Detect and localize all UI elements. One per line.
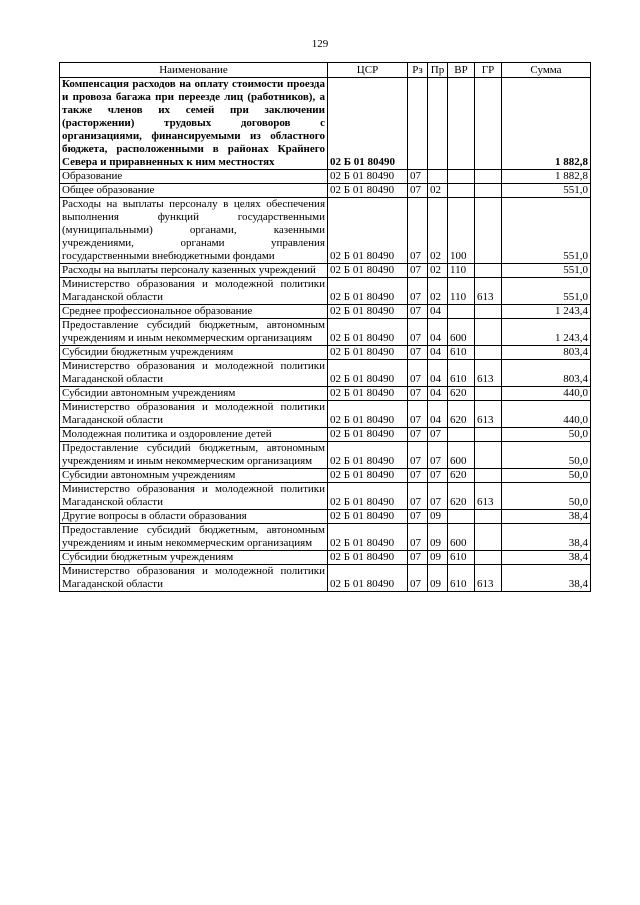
row-csr: 02 Б 01 80490 bbox=[328, 278, 408, 305]
row-sum: 440,0 bbox=[502, 401, 591, 428]
row-csr: 02 Б 01 80490 bbox=[328, 198, 408, 264]
row-csr: 02 Б 01 80490 bbox=[328, 319, 408, 346]
row-gr: 613 bbox=[475, 278, 502, 305]
row-gr bbox=[475, 428, 502, 442]
row-rz: 07 bbox=[408, 278, 428, 305]
row-pr: 07 bbox=[428, 442, 448, 469]
row-csr: 02 Б 01 80490 bbox=[328, 442, 408, 469]
row-gr bbox=[475, 78, 502, 170]
row-gr bbox=[475, 524, 502, 551]
row-gr bbox=[475, 184, 502, 198]
row-pr: 04 bbox=[428, 360, 448, 387]
table-body bbox=[60, 78, 591, 592]
row-csr: 02 Б 01 80490 bbox=[328, 184, 408, 198]
table-row bbox=[60, 469, 591, 483]
row-gr bbox=[475, 510, 502, 524]
row-name: Расходы на выплаты персоналу в целях обеспечения выполнения функций государственными (муниципальными) органами, казенными учреждениями, органами управления государственными внебюджетными фондами bbox=[60, 198, 328, 264]
row-sum: 1 243,4 bbox=[502, 305, 591, 319]
row-name: Министерство образования и молодежной политики Магаданской области bbox=[60, 565, 328, 592]
row-gr bbox=[475, 198, 502, 264]
row-name: Субсидии бюджетным учреждениям bbox=[60, 346, 328, 360]
row-vr: 620 bbox=[448, 401, 475, 428]
header-name: Наименование bbox=[60, 63, 328, 78]
table-row bbox=[60, 483, 591, 510]
row-gr bbox=[475, 469, 502, 483]
header-vr: ВР bbox=[448, 63, 475, 78]
row-rz: 07 bbox=[408, 565, 428, 592]
row-name: Субсидии бюджетным учреждениям bbox=[60, 551, 328, 565]
row-rz: 07 bbox=[408, 483, 428, 510]
row-rz: 07 bbox=[408, 551, 428, 565]
row-vr: 610 bbox=[448, 551, 475, 565]
row-vr bbox=[448, 78, 475, 170]
row-vr bbox=[448, 510, 475, 524]
row-pr bbox=[428, 170, 448, 184]
row-rz: 07 bbox=[408, 198, 428, 264]
row-gr bbox=[475, 346, 502, 360]
row-csr: 02 Б 01 80490 bbox=[328, 565, 408, 592]
row-gr: 613 bbox=[475, 360, 502, 387]
row-rz: 07 bbox=[408, 319, 428, 346]
row-vr bbox=[448, 184, 475, 198]
row-sum: 38,4 bbox=[502, 524, 591, 551]
row-rz: 07 bbox=[408, 469, 428, 483]
row-name: Предоставление субсидий бюджетным, автономным учреждениям и иным некоммерческим организациям bbox=[60, 524, 328, 551]
row-csr: 02 Б 01 80490 bbox=[328, 524, 408, 551]
table-header-row bbox=[60, 63, 591, 78]
row-csr: 02 Б 01 80490 bbox=[328, 346, 408, 360]
row-name: Компенсация расходов на оплату стоимости проезда и провоза багажа при переезде лиц (работников), а также членов их семей при заключении (расторжении) трудовых договоров с организациями, финансируемыми из областного бюджета, расположенными в районах Крайнего Севера и приравненных к ним местностях bbox=[60, 78, 328, 170]
row-sum: 1 882,8 bbox=[502, 78, 591, 170]
row-csr: 02 Б 01 80490 bbox=[328, 483, 408, 510]
row-gr bbox=[475, 319, 502, 346]
table-row bbox=[60, 278, 591, 305]
header-gr: ГР bbox=[475, 63, 502, 78]
row-csr: 02 Б 01 80490 bbox=[328, 510, 408, 524]
row-sum: 38,4 bbox=[502, 565, 591, 592]
row-gr bbox=[475, 170, 502, 184]
row-name: Образование bbox=[60, 170, 328, 184]
row-rz: 07 bbox=[408, 428, 428, 442]
row-vr bbox=[448, 305, 475, 319]
table-row bbox=[60, 524, 591, 551]
row-sum: 50,0 bbox=[502, 469, 591, 483]
table-row bbox=[60, 78, 591, 170]
row-sum: 1 882,8 bbox=[502, 170, 591, 184]
row-gr: 613 bbox=[475, 483, 502, 510]
row-name: Министерство образования и молодежной политики Магаданской области bbox=[60, 278, 328, 305]
row-vr: 100 bbox=[448, 198, 475, 264]
row-pr: 09 bbox=[428, 551, 448, 565]
row-name: Предоставление субсидий бюджетным, автономным учреждениям и иным некоммерческим организациям bbox=[60, 319, 328, 346]
row-pr: 07 bbox=[428, 428, 448, 442]
row-sum: 551,0 bbox=[502, 198, 591, 264]
row-pr bbox=[428, 78, 448, 170]
table-row bbox=[60, 551, 591, 565]
row-vr: 610 bbox=[448, 360, 475, 387]
row-pr: 07 bbox=[428, 469, 448, 483]
row-sum: 1 243,4 bbox=[502, 319, 591, 346]
table-row bbox=[60, 510, 591, 524]
row-sum: 551,0 bbox=[502, 264, 591, 278]
row-rz: 07 bbox=[408, 401, 428, 428]
row-pr: 02 bbox=[428, 278, 448, 305]
row-name: Расходы на выплаты персоналу казенных учреждений bbox=[60, 264, 328, 278]
row-rz: 07 bbox=[408, 510, 428, 524]
row-name: Общее образование bbox=[60, 184, 328, 198]
table-row bbox=[60, 319, 591, 346]
row-pr: 04 bbox=[428, 401, 448, 428]
row-rz: 07 bbox=[408, 387, 428, 401]
row-sum: 50,0 bbox=[502, 442, 591, 469]
row-csr: 02 Б 01 80490 bbox=[328, 401, 408, 428]
row-vr bbox=[448, 428, 475, 442]
row-gr bbox=[475, 551, 502, 565]
row-pr: 04 bbox=[428, 305, 448, 319]
header-rz: Рз bbox=[408, 63, 428, 78]
row-name: Предоставление субсидий бюджетным, автономным учреждениям и иным некоммерческим организациям bbox=[60, 442, 328, 469]
table-row bbox=[60, 565, 591, 592]
row-rz: 07 bbox=[408, 524, 428, 551]
row-vr: 600 bbox=[448, 442, 475, 469]
budget-table bbox=[59, 62, 591, 592]
row-csr: 02 Б 01 80490 bbox=[328, 469, 408, 483]
row-pr: 04 bbox=[428, 319, 448, 346]
row-pr: 02 bbox=[428, 184, 448, 198]
table-row bbox=[60, 360, 591, 387]
row-gr bbox=[475, 442, 502, 469]
row-vr: 600 bbox=[448, 524, 475, 551]
table-row bbox=[60, 184, 591, 198]
row-rz: 07 bbox=[408, 442, 428, 469]
row-sum: 50,0 bbox=[502, 483, 591, 510]
row-rz bbox=[408, 78, 428, 170]
row-vr bbox=[448, 170, 475, 184]
row-name: Субсидии автономным учреждениям bbox=[60, 469, 328, 483]
row-sum: 803,4 bbox=[502, 360, 591, 387]
row-sum: 551,0 bbox=[502, 184, 591, 198]
row-gr: 613 bbox=[475, 401, 502, 428]
header-pr: Пр bbox=[428, 63, 448, 78]
row-vr: 600 bbox=[448, 319, 475, 346]
row-vr: 110 bbox=[448, 278, 475, 305]
row-pr: 04 bbox=[428, 387, 448, 401]
table-row bbox=[60, 387, 591, 401]
table-row bbox=[60, 264, 591, 278]
table-row bbox=[60, 170, 591, 184]
row-pr: 02 bbox=[428, 264, 448, 278]
row-name: Министерство образования и молодежной политики Магаданской области bbox=[60, 483, 328, 510]
row-csr: 02 Б 01 80490 bbox=[328, 78, 408, 170]
row-pr: 09 bbox=[428, 510, 448, 524]
row-pr: 04 bbox=[428, 346, 448, 360]
row-sum: 803,4 bbox=[502, 346, 591, 360]
row-sum: 551,0 bbox=[502, 278, 591, 305]
row-sum: 50,0 bbox=[502, 428, 591, 442]
row-name: Министерство образования и молодежной политики Магаданской области bbox=[60, 401, 328, 428]
row-gr bbox=[475, 387, 502, 401]
row-sum: 440,0 bbox=[502, 387, 591, 401]
row-rz: 07 bbox=[408, 170, 428, 184]
row-pr: 07 bbox=[428, 483, 448, 510]
row-gr: 613 bbox=[475, 565, 502, 592]
row-pr: 02 bbox=[428, 198, 448, 264]
table-row bbox=[60, 442, 591, 469]
row-name: Министерство образования и молодежной политики Магаданской области bbox=[60, 360, 328, 387]
header-sum: Сумма bbox=[502, 63, 591, 78]
table-row bbox=[60, 305, 591, 319]
row-rz: 07 bbox=[408, 346, 428, 360]
row-gr bbox=[475, 264, 502, 278]
row-name: Субсидии автономным учреждениям bbox=[60, 387, 328, 401]
table-row bbox=[60, 428, 591, 442]
row-name: Среднее профессиональное образование bbox=[60, 305, 328, 319]
row-vr: 610 bbox=[448, 565, 475, 592]
page-number: 129 bbox=[311, 38, 329, 50]
row-vr: 620 bbox=[448, 387, 475, 401]
row-rz: 07 bbox=[408, 264, 428, 278]
table-row bbox=[60, 198, 591, 264]
row-sum: 38,4 bbox=[502, 551, 591, 565]
row-csr: 02 Б 01 80490 bbox=[328, 264, 408, 278]
header-csr: ЦСР bbox=[328, 63, 408, 78]
row-csr: 02 Б 01 80490 bbox=[328, 428, 408, 442]
row-rz: 07 bbox=[408, 360, 428, 387]
row-vr: 620 bbox=[448, 469, 475, 483]
row-csr: 02 Б 01 80490 bbox=[328, 305, 408, 319]
row-csr: 02 Б 01 80490 bbox=[328, 170, 408, 184]
row-csr: 02 Б 01 80490 bbox=[328, 387, 408, 401]
row-gr bbox=[475, 305, 502, 319]
row-pr: 09 bbox=[428, 524, 448, 551]
row-csr: 02 Б 01 80490 bbox=[328, 360, 408, 387]
table-row bbox=[60, 346, 591, 360]
row-rz: 07 bbox=[408, 305, 428, 319]
row-csr: 02 Б 01 80490 bbox=[328, 551, 408, 565]
row-pr: 09 bbox=[428, 565, 448, 592]
row-name: Другие вопросы в области образования bbox=[60, 510, 328, 524]
row-name: Молодежная политика и оздоровление детей bbox=[60, 428, 328, 442]
row-rz: 07 bbox=[408, 184, 428, 198]
row-vr: 620 bbox=[448, 483, 475, 510]
row-vr: 110 bbox=[448, 264, 475, 278]
table-row bbox=[60, 401, 591, 428]
row-sum: 38,4 bbox=[502, 510, 591, 524]
row-vr: 610 bbox=[448, 346, 475, 360]
